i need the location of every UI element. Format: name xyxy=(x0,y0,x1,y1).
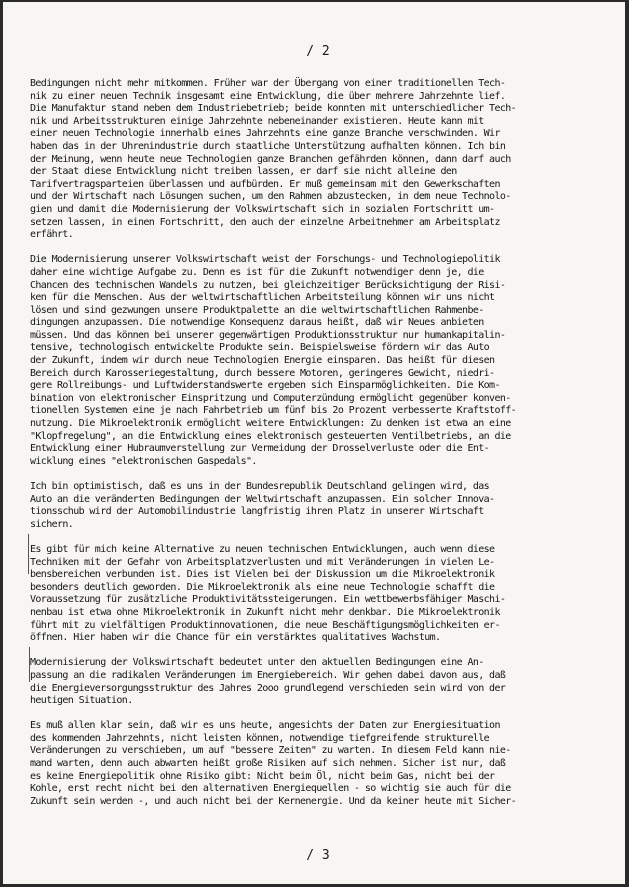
text-line: tionellen Systemen eine je nach Fahrbetrieb um fünf bis 2o Prozent verbesserte Kraftstoff- xyxy=(30,405,517,417)
text-line: der Zukunft, indem wir durch neue Technologien Energie einsparen. Das heißt für diesen xyxy=(30,355,495,367)
text-line: wicklung eines "elektronischen Gaspedals". xyxy=(30,455,257,467)
margin-mark xyxy=(28,534,29,574)
text-line: Die Manufaktur stand neben dem Industriebetrieb; beide konnten mit unterschiedlicher Tech- xyxy=(30,103,517,115)
text-line: dingungen anzupassen. Die notwendige Konsequenz daraus heißt, daß wir Neues anbieten xyxy=(30,317,484,329)
text-line: Ich bin optimistisch, daß es uns in der Bundesrepublik Deutschland gelingen wird, das xyxy=(30,481,490,492)
text-line: der Meinung, wenn heute neue Technologien ganze Branchen gefährden können, dann darf auch xyxy=(30,153,511,165)
text-line: besonders deutlich geworden. Die Mikroelektronik als eine neue Technologie schafft die xyxy=(30,581,495,593)
text-line: bination von elektronischer Einspritzung und Computerzündung ermöglicht gegenüber konven- xyxy=(30,392,511,404)
text-line: öffnen. Hier haben wir die Chance für ein verstärktes qualitatives Wachstum. xyxy=(30,632,441,644)
body-text xyxy=(30,78,612,821)
text-line: müssen. Und das können bei unserer gegenwärtigen Produktionsstruktur nur humankapitalin- xyxy=(30,329,506,341)
text-line: "Klopfregelung", an die Entwicklung eines elektronisch gesteuerten Ventilbetriebs, an die xyxy=(30,430,511,442)
paragraph xyxy=(30,78,612,242)
text-line: gien und damit die Modernisierung der Volkswirtschaft sich in sozialen Fortschritt um- xyxy=(30,203,495,215)
paragraph xyxy=(30,544,612,645)
text-line: daher eine wichtige Aufgabe zu. Denn es ist für die Zukunft notwendiger denn je, die xyxy=(30,266,484,278)
text-line: erfährt. xyxy=(30,229,74,241)
text-line: gere Rollreibungs- und Luftwiderstandswerte ergeben sich Einsparmöglichkeiten. Die Kom- xyxy=(30,380,500,392)
text-line: nik und Arbeitsstrukturen einige Jahrzehnte nebeneinander existieren. Heute kann mit xyxy=(30,115,484,127)
text-line: lösen und sind gezwungen unsere Produktpalette an die weltwirtschaftlichen Rahmenbe- xyxy=(30,304,484,316)
text-line: nenbau ist etwa ohne Mikroelektronik in Zukunft nicht mehr denkbar. Die Mikroelektronik xyxy=(30,606,500,618)
text-line: führt mit zu vielfältigen Produktinnovationen, die neue Beschäftigungsmöglichkeiten er- xyxy=(30,619,500,631)
text-line: Techniken mit der Gefahr von Arbeitsplatzverlusten und mit Veränderungen in vielen Le- xyxy=(30,556,495,568)
paragraph xyxy=(30,657,612,707)
text-line: Chancen des technischen Wandels zu nutzen, bei gleichzeitiger Berücksichtigung der Risi- xyxy=(30,279,506,291)
text-line: Kohle, erst recht nicht bei den alternativen Energiequellen - so wichtig sie auch für die xyxy=(30,783,511,795)
text-line: Es gibt für mich keine Alternative zu neuen technischen Entwicklungen, auch wenn diese xyxy=(30,543,495,555)
text-line: Voraussetzung für zusätzliche Produktivitätssteigerungen. Ein wettbewerbsfähiger Maschi- xyxy=(30,594,506,606)
document-page xyxy=(3,2,625,884)
paragraph xyxy=(30,481,612,531)
text-line: Die Modernisierung unserer Volkswirtschaft weist der Forschungs- und Technologiepolitik xyxy=(30,254,500,266)
text-line: bensbereichen verbunden ist. Dies ist Vielen bei der Diskussion um die Mikroelektronik xyxy=(30,569,495,581)
text-line: Tarifvertragsparteien überlassen und aufbürden. Er muß gemeinsam mit den Gewerkschaften xyxy=(30,178,500,190)
text-line: Bedingungen nicht mehr mitkommen. Früher war der Übergang von einer traditionellen Tech- xyxy=(30,78,506,89)
text-line: Modernisierung der Volkswirtschaft bedeutet unter den aktuellen Bedingungen eine An- xyxy=(30,657,484,669)
page-number-top: / 2 xyxy=(306,44,330,59)
text-line: tensive, technologisch entwickelte Produkte sein. Beispielsweise fördern wir das Auto xyxy=(30,342,490,354)
text-line: haben das in der Uhrenindustrie durch staatliche Unterstützung aufhalten können. Ich bin xyxy=(30,140,506,152)
text-line: es keine Energiepolitik ohne Risiko gibt: Nicht beim Öl, nicht beim Gas, nicht bei der xyxy=(30,770,495,782)
text-line: und der Wirtschaft nach Lösungen suchen, um den Rahmen abzustecken, in dem neue Technolo- xyxy=(30,191,511,203)
text-line: ken für die Menschen. Aus der weltwirtschaftlichen Arbeitsteilung können wir uns nicht xyxy=(30,292,495,304)
text-line: mand warten, denn auch abwarten heißt große Risiken auf sich nehmen. Sicher ist nur, daß xyxy=(30,758,506,770)
text-line: heutigen Situation. xyxy=(30,695,133,707)
text-line: Auto an die veränderten Bedingungen der Weltwirtschaft anzupassen. Ein solcher Innova- xyxy=(30,493,495,505)
text-line: Zukunft sein werden -, und auch nicht bei der Kernenergie. Und da keiner heute mit Sicher- xyxy=(30,795,517,807)
text-line: Veränderungen zu verschieben, um auf "bessere Zeiten" zu warten. In diesem Feld kann nie- xyxy=(30,745,511,757)
paragraph xyxy=(30,254,612,468)
page-number-bottom: / 3 xyxy=(306,848,330,863)
margin-mark xyxy=(29,647,30,682)
text-line: Es muß allen klar sein, daß wir es uns heute, angesichts der Daten zur Energiesituation xyxy=(30,720,500,732)
text-line: einer neuen Technologie innerhalb eines Jahrzehnts eine ganze Branche verschwinden. Wir xyxy=(30,128,500,140)
text-line: des kommenden Jahrzehnts, nicht leisten können, notwendige tiefgreifende strukturelle xyxy=(30,732,490,744)
text-line: nutzung. Die Mikroelektronik ermöglicht weitere Entwicklungen: Zu denken ist etwa an eine xyxy=(30,418,511,430)
text-line: tionsschub wird der Automobilindustrie langfristig ihren Platz in unserer Wirtschaft xyxy=(30,506,484,518)
paragraph xyxy=(30,720,612,808)
text-line: nik zu einer neuen Technik insgesamt eine Entwicklung, die über mehrere Jahrzehnte lief. xyxy=(30,90,506,102)
text-line: die Energieversorgungsstruktur des Jahres 2ooo grundlegend verschieden sein wird von der xyxy=(30,682,506,694)
text-line: sichern. xyxy=(30,518,74,530)
text-line: passung an die radikalen Veränderungen im Energiebereich. Wir gehen dabei davon aus, daß xyxy=(30,669,506,681)
text-line: setzen lassen, in einen Fortschritt, den auch der einzelne Arbeitnehmer am Arbeitsplatz xyxy=(30,216,500,228)
text-line: der Staat diese Entwicklung nicht treiben lassen, er darf sie nicht alleine den xyxy=(30,166,457,178)
text-line: Bereich durch Karosseriegestaltung, durch bessere Motoren, geringeres Gewicht, niedri- xyxy=(30,367,495,379)
text-line: Entwicklung einer Hubraumverstellung zur Vermeidung der Drosselverluste oder die Ent- xyxy=(30,443,490,455)
